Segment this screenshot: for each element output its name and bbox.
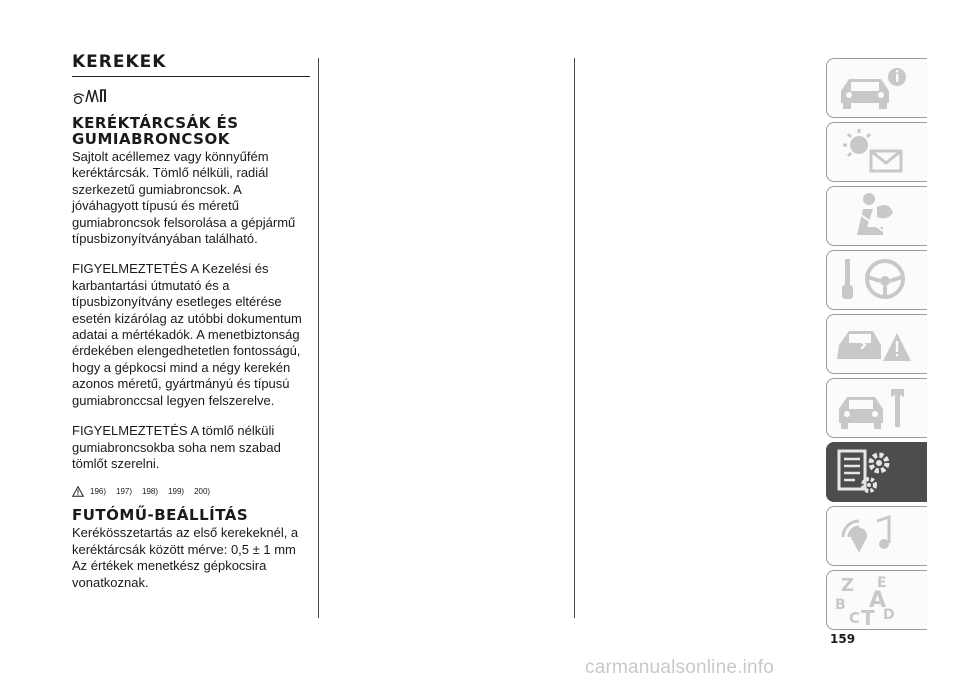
subtitle-alignment: FUTÓMŰ-BEÁLLÍTÁS bbox=[72, 506, 249, 525]
seat-airbag-icon bbox=[827, 187, 927, 245]
tab-seat-airbag[interactable] bbox=[826, 186, 927, 246]
reference-200[interactable]: 200) bbox=[194, 487, 211, 497]
reference-196[interactable]: 196) bbox=[90, 487, 107, 497]
subtitle-wheels-tyres: KERÉKTÁRCSÁK ÉS GUMIABRONCSOK bbox=[72, 114, 239, 148]
index-letters-icon bbox=[827, 571, 927, 629]
svg-text:Z: Z bbox=[841, 575, 855, 596]
multimedia-icon bbox=[827, 507, 927, 565]
svg-text:B: B bbox=[835, 597, 846, 613]
svg-text:C: C bbox=[849, 609, 861, 627]
section-title: KEREKEK bbox=[72, 52, 310, 77]
page-number: 159 bbox=[830, 632, 856, 646]
svg-text:A: A bbox=[869, 588, 887, 613]
text-column bbox=[72, 52, 310, 605]
warning-paragraph-2: FIGYELMEZTETÉS A tömlő nélküli gumiabroncsokba soha nem szabad tömlőt szerelni. bbox=[72, 423, 281, 471]
tab-key-steering[interactable] bbox=[826, 250, 927, 310]
wheel-drive-symbol-icon bbox=[72, 87, 112, 105]
svg-text:D: D bbox=[883, 607, 895, 623]
technical-data-icon bbox=[827, 443, 927, 501]
column-divider-right bbox=[574, 58, 575, 618]
car-service-icon bbox=[827, 379, 927, 437]
reference-199[interactable]: 199) bbox=[168, 487, 185, 497]
tab-index[interactable] bbox=[826, 570, 927, 630]
tab-car-service[interactable] bbox=[826, 378, 927, 438]
tab-warning-breakdown[interactable] bbox=[826, 314, 927, 374]
tab-multimedia[interactable] bbox=[826, 506, 927, 566]
reference-198[interactable]: 198) bbox=[142, 487, 159, 497]
tab-technical-data[interactable] bbox=[826, 442, 927, 502]
lights-message-icon bbox=[827, 123, 927, 181]
footer-watermark: carmanualsonline.info bbox=[585, 657, 775, 678]
warning-breakdown-icon bbox=[827, 315, 927, 373]
intro-paragraph: Sajtolt acéllemez vagy könnyűfém keréktárcsák. Tömlő nélküli, radiál szerkezetű gumiabroncsok. A jóváhagyott típusú és méretű gumiabroncsok felsorolása a gépjármű típusbizonyítványában található. bbox=[72, 149, 296, 247]
svg-text:T: T bbox=[861, 606, 875, 629]
warning-references bbox=[72, 486, 310, 497]
svg-text:E: E bbox=[877, 575, 887, 591]
car-info-icon bbox=[827, 59, 927, 117]
warning-paragraph-1: FIGYELMEZTETÉS A Kezelési és karbantartási útmutató és a típusbizonyítvány esetleges eltérése esetén kizárólag az utóbbi dokumentum adatai a mértékadók. A menetbiztonság érdekében elengedhetetlen fontosságú, hogy a gépkocsi mind a négy kerekén azonos méretű, gyártmányú és típusú gumiabronccsal legyen felszerelve. bbox=[72, 261, 302, 408]
chapter-tabs bbox=[826, 58, 928, 634]
column-divider-left bbox=[318, 58, 319, 618]
alignment-paragraph: Kerékösszetartás az első kerekeknél, a keréktárcsák között mérve: 0,5 ± 1 mm Az értékek menetkész gépkocsira vonatkoznak. bbox=[72, 525, 299, 590]
tab-lights-message[interactable] bbox=[826, 122, 927, 182]
reference-197[interactable]: 197) bbox=[116, 487, 133, 497]
key-steering-wheel-icon bbox=[827, 251, 927, 309]
tab-car-info[interactable] bbox=[826, 58, 927, 118]
warning-triangle-icon bbox=[72, 486, 84, 497]
